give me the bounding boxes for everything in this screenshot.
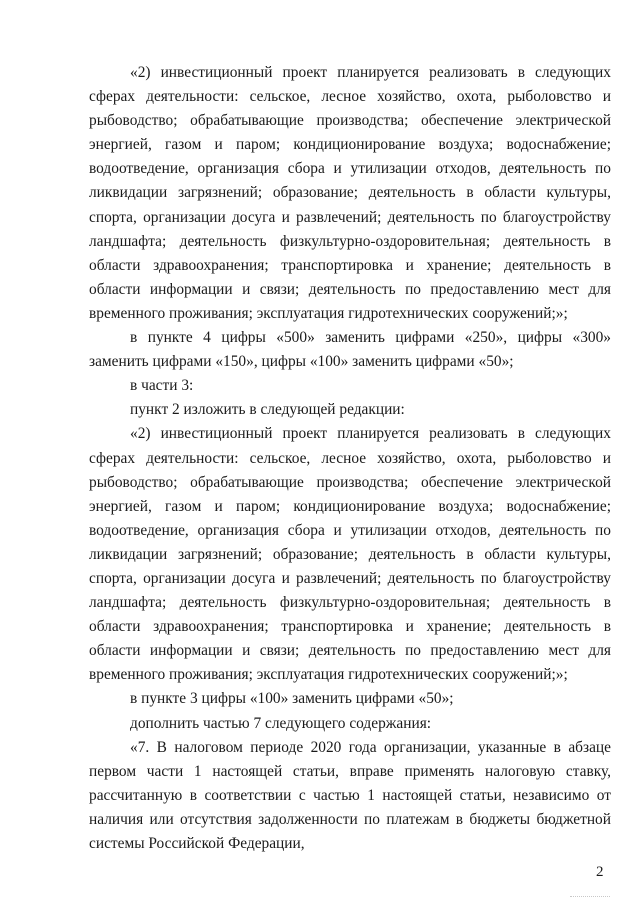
paragraph-point-4-amendment: в пункте 4 цифры «500» заменить цифрами «250», цифры «300» заменить цифрами «150», цифры «100» заменить цифрами «50»;: [89, 329, 611, 371]
document-body: [89, 61, 611, 856]
paragraph-part-7-text: «7. В налоговом периоде 2020 года организации, указанные в абзаце первом части 1 настоящей статьи, вправе применять налоговую ставку, рассчитанную в соответствии с частью 1 настоящей статьи, независимо от наличия или отсутствия задолженности по платежам в бюджеты бюджетной системы Российской Федерации,: [89, 738, 611, 852]
scan-artifact: [570, 896, 610, 899]
paragraph-investment-sectors-1: «2) инвестиционный проект планируется реализовать в следующих сферах деятельности: сельское, лесное хозяйство, охота, рыболовство и рыбоводство; обрабатывающие производства; обеспечение электрической энергией, газом и паром; кондиционирование воздуха; водоснабжение; водоотведение, организация сбора и утилизации отходов, деятельность по ликвидации загрязнений; образование; деятельность в области культуры, спорта, организации досуга и развлечений; деятельность по благоустройству ландшафта; деятельность физкультурно-оздоровительная; деятельность в области здравоохранения; транспортировка и хранение; деятельность в области информации и связи; деятельность по предоставлению мест для временного проживания; эксплуатация гидротехнических сооружений;»;: [89, 64, 611, 322]
paragraph-point-2-intro: пункт 2 изложить в следующей редакции:: [130, 401, 405, 419]
paragraph-part-3-heading: в части 3:: [130, 377, 194, 395]
paragraph-point-3-amendment: в пункте 3 цифры «100» заменить цифрами «50»;: [130, 690, 454, 708]
paragraph-part-7-intro: дополнить частью 7 следующего содержания:: [130, 714, 432, 732]
paragraph-investment-sectors-2: «2) инвестиционный проект планируется реализовать в следующих сферах деятельности: сельское, лесное хозяйство, охота, рыболовство и рыбоводство; обрабатывающие производства; обеспечение электрической энергией, газом и паром; кондиционирование воздуха; водоснабжение; водоотведение, организация сбора и утилизации отходов, деятельность по ликвидации загрязнений; образование; деятельность в области культуры, спорта, организации досуга и развлечений; деятельность по благоустройству ландшафта; деятельность физкультурно-оздоровительная; деятельность в области здравоохранения; транспортировка и хранение; деятельность в области информации и связи; деятельность по предоставлению мест для временного проживания; эксплуатация гидротехнических сооружений;»;: [89, 425, 611, 684]
page-number: 2: [596, 864, 604, 880]
